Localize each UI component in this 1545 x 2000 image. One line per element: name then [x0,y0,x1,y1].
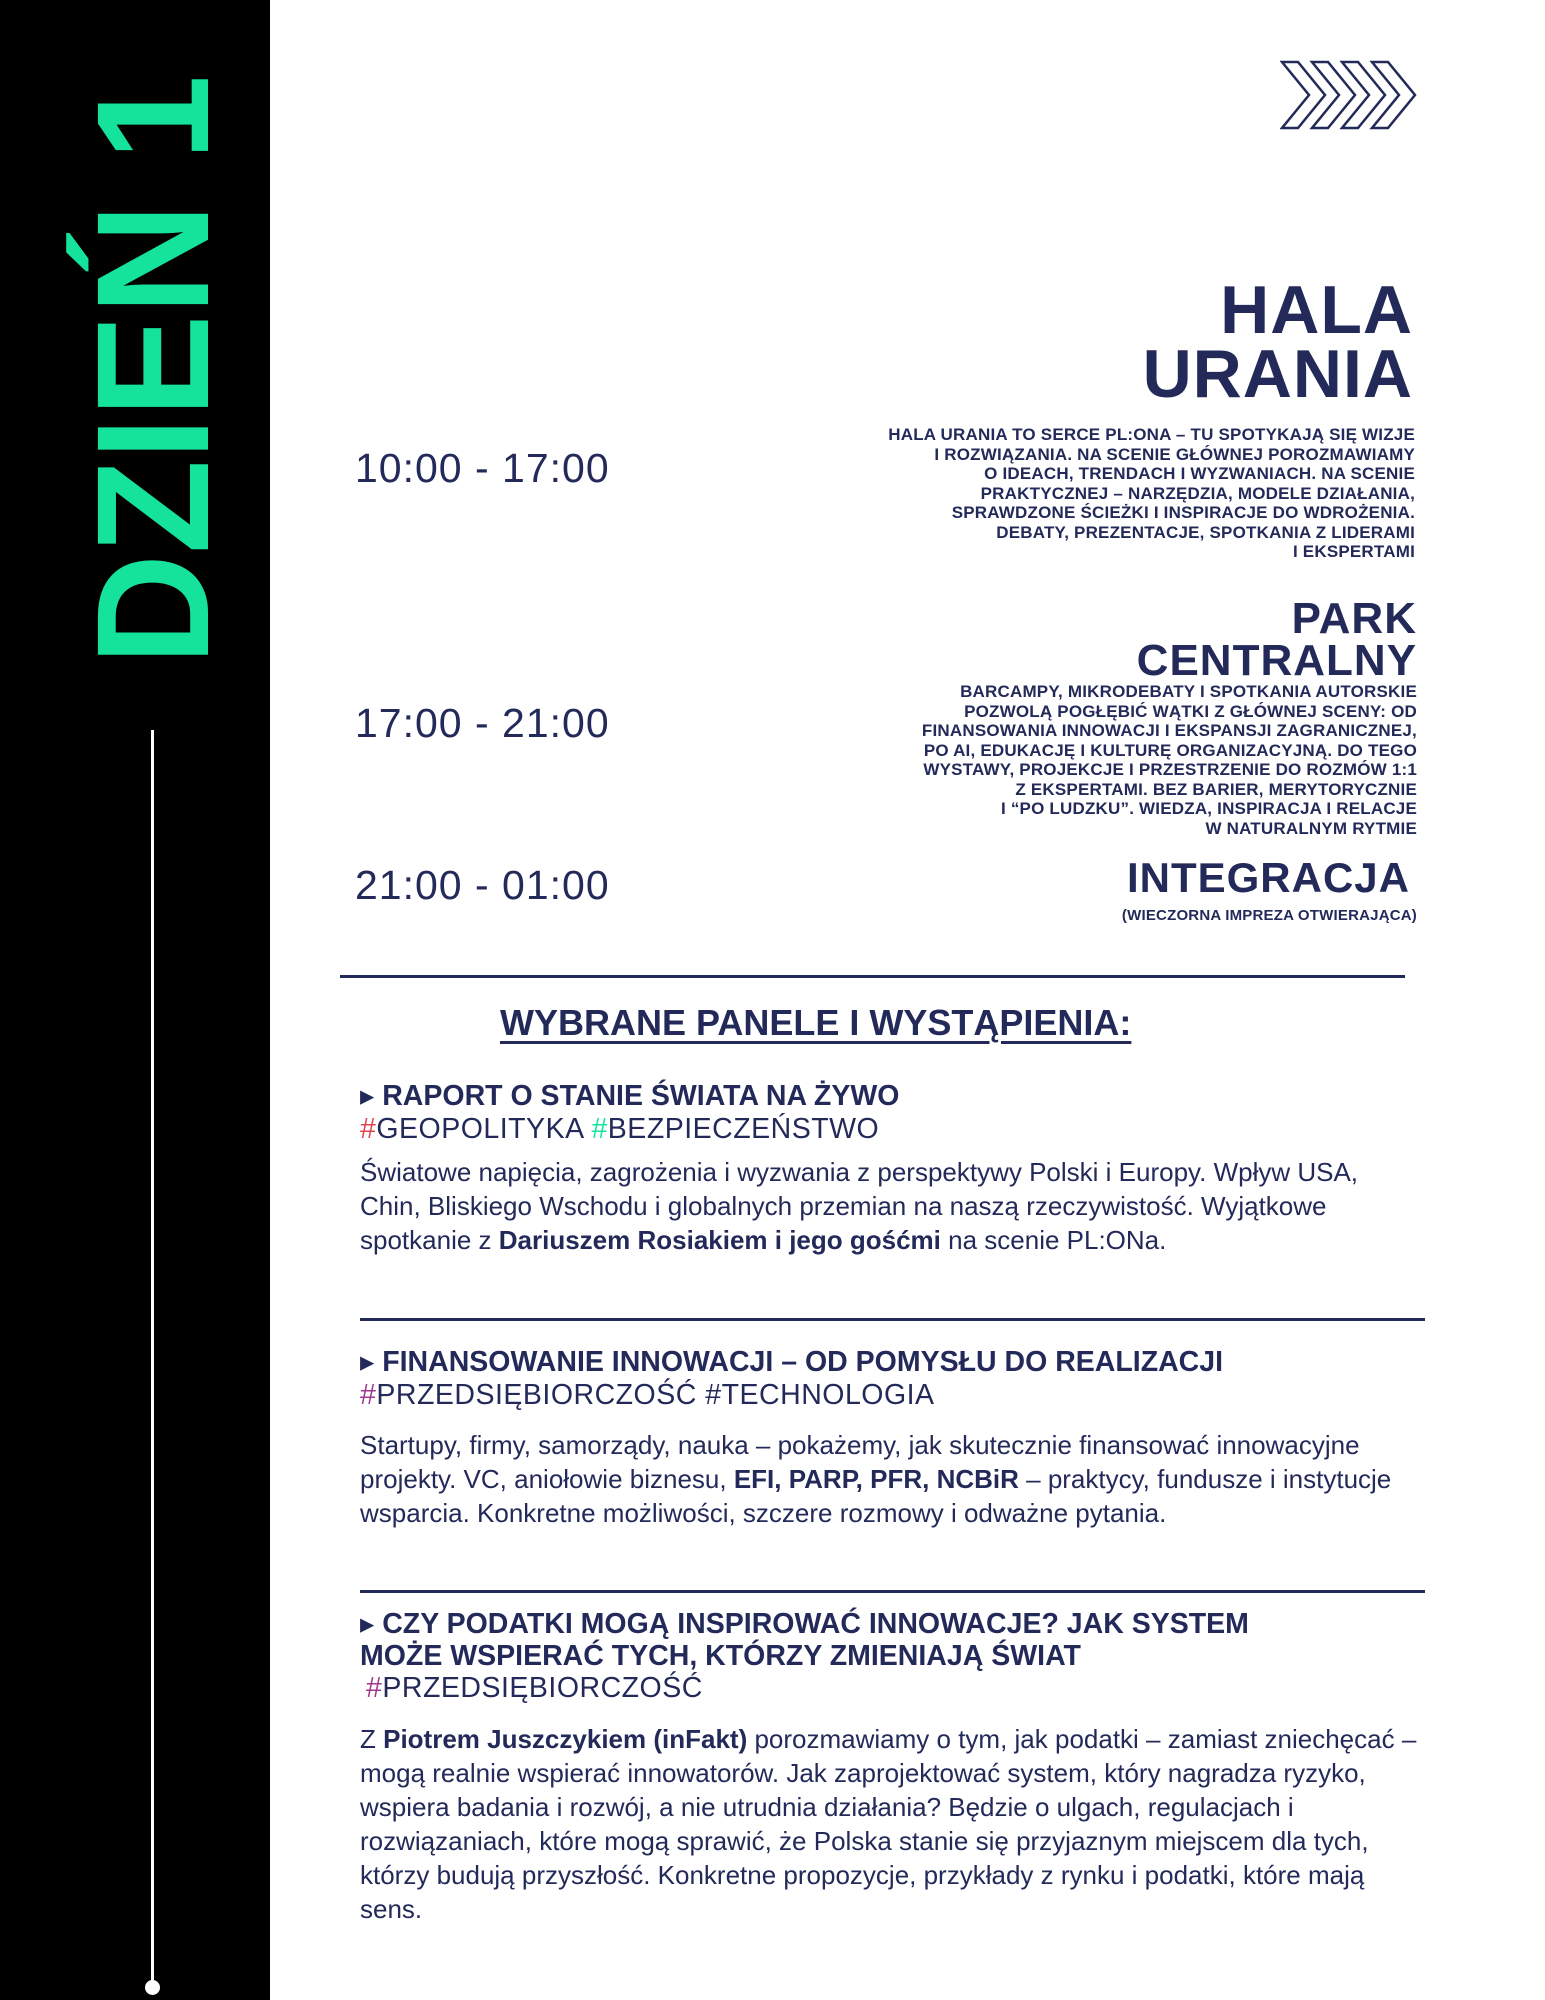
tag-hash: # [705,1379,722,1411]
venue-title-hala-urania: HALA URANIA [1142,272,1413,412]
venue-title-integracja: INTEGRACJA [1126,854,1410,901]
panel-desc-2: Startupy, firmy, samorządy, nauka – pokażemy, jak skutecznie finansować innowacyjne projekty. VC, aniołowie biznesu, EFI, PARP, PFR, NCBiR – praktycy, fundusze i instytucje wsparcia. Konkretne możliwości, szczere rozmowy i odważne pytania. [360,1430,1392,1528]
desc-bold: EFI, PARP, PFR, NCBiR [733,1464,1019,1494]
venue-title-park-centralny: PARK CENTRALNY [1136,594,1417,685]
tag-hash: # [366,1672,383,1704]
venue-desc-hala-urania: HALA URANIA TO SERCE PL:ONA – TU SPOTYKAJĄ SIĘ WIZJE I ROZWIĄZANIA. NA SCENIE GŁÓWNEJ POROZMAWIAMY O IDEACH, TRENDACH I WYZWANIACH. NA SCENIE PRAKTYCZNEJ – NARZĘDZIA, MODELE DZIAŁANIA, SPRAWDZONE ŚCIEŻKI I INSPIRACJE DO WDROŻENIA. DEBATY, PREZENTACJE, SPOTKANIA Z LIDERAMI I EKSPERTAMI [888,425,1415,561]
timeline-dot [145,1980,160,1995]
venue-desc-integracja: (WIECZORNA IMPREZA OTWIERAJĄCA) [1121,907,1417,924]
chevron-right-icon [1280,58,1420,133]
time-slot-2: 17:00 - 21:00 [355,700,610,746]
section-divider [340,975,1405,978]
day-title-text: DZIEŃ 1 [63,51,242,665]
panel-title-1: ▸ RAPORT O STANIE ŚWIATA NA ŻYWO [360,1080,900,1112]
tag-hash: # [360,1113,377,1145]
panel-tags-3 [366,1672,703,1704]
day-title [0,0,270,700]
venue-desc-park-centralny: BARCAMPY, MIKRODEBATY I SPOTKANIA AUTORSKIE POZWOLĄ POGŁĘBIĆ WĄTKI Z GŁÓWNEJ SCENY: OD FINANSOWANIA INNOWACJI I EKSPANSJI ZAGRANICZNEJ, PO AI, EDUKACJĘ I KULTURĘ ORGANIZACYJNĄ. DO TEGO WYSTAWY, PROJEKCJE I PRZESTRZENIE DO ROZMÓW 1:1 Z EKSPERTAMI. BEZ BARIER, MERYTORYCZNIE I “PO LUDZKU”. WIEDZA, INSPIRACJA I RELACJE W NATURALNYM RYTMIE [921,682,1417,838]
panel-title-2: ▸ FINANSOWANIE INNOWACJI – OD POMYSŁU DO REALIZACJI [360,1346,1224,1378]
sidebar [0,0,270,2000]
tag-hash: # [360,1379,377,1411]
tag-word: TECHNOLOGIA [721,1379,935,1411]
panel-title-3: ▸ CZY PODATKI MOGĄ INSPIROWAĆ INNOWACJE? JAK SYSTEM MOŻE WSPIERAĆ TYCH, KTÓRZY ZMIENIAJĄ ŚWIAT [360,1608,1249,1672]
tag-word: GEOPOLITYKA [376,1113,584,1145]
time-slot-3: 21:00 - 01:00 [355,862,610,908]
panel-desc-1: Światowe napięcia, zagrożenia i wyzwania z perspektywy Polski i Europy. Wpływ USA, Chin, Bliskiego Wschodu i globalnych przemian na naszą rzeczywistość. Wyjątkowe spotkanie z Dariuszem Rosiakiem i jego gośćmi na scenie PL:ONa. [360,1157,1359,1255]
tag-hash: # [591,1113,608,1145]
tag-word: PRZEDSIĘBIORCZOŚĆ [376,1379,697,1411]
desc-bold: Piotrem Juszczykiem (inFakt) [383,1724,748,1754]
panel-tags-2 [360,1379,935,1411]
tag-word: BEZPIECZEŃSTWO [607,1113,880,1145]
timeline-line [151,730,154,1985]
panel-desc-3: Z Piotrem Juszczykiem (inFakt) porozmawiamy o tym, jak podatki – zamiast zniechęcać – mogą realnie wspierać innowatorów. Jak zaprojektować system, który nagradza ryzyko, wspiera badania i rozwój, a nie utrudnia działania? Będzie o ulgach, regulacjach i rozwiązaniach, które mogą sprawić, że Polska stanie się przyjaznym miejscem dla tych, którzy budują przyszłość. Konkretne propozycje, przykłady z rynku i podatki, które mają sens. [360,1724,1417,1924]
panel-divider [360,1318,1425,1321]
panel-divider [360,1590,1425,1593]
time-slot-1: 10:00 - 17:00 [355,445,610,491]
desc-bold: Dariuszem Rosiakiem i jego gośćmi [498,1225,941,1255]
panels-heading: WYBRANE PANELE I WYSTĄPIENIA: [500,1002,1132,1043]
tag-word: PRZEDSIĘBIORCZOŚĆ [382,1672,703,1704]
panel-tags-1 [360,1113,879,1145]
